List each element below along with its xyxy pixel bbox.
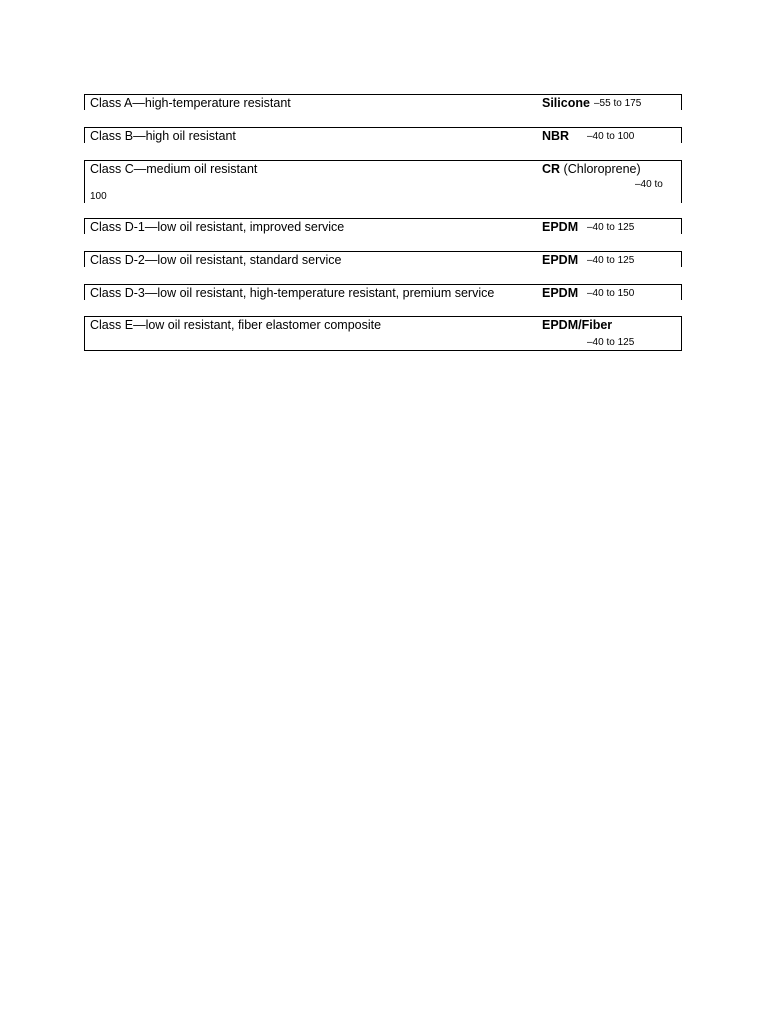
class-row-d3 (84, 284, 682, 300)
temperature-range: –40 to 100 (587, 131, 635, 142)
temperature-range-start: –40 to (635, 179, 663, 190)
material-name: NBR (542, 129, 570, 143)
material-name: EPDM/Fiber (542, 318, 613, 332)
temperature-range: –40 to 125 (587, 222, 635, 233)
class-row-d2 (84, 251, 682, 267)
class-row-c (84, 160, 682, 203)
class-label: Class B—high oil resistant (90, 129, 236, 143)
temperature-range: –40 to 150 (587, 288, 635, 299)
material-name: EPDM (542, 286, 579, 300)
temperature-range: –40 to 125 (587, 255, 635, 266)
class-label: Class D-1—low oil resistant, improved service (90, 220, 345, 234)
class-row-d1 (84, 218, 682, 234)
class-row-e (84, 316, 682, 351)
class-label: Class D-2—low oil resistant, standard service (90, 253, 342, 267)
material-name: EPDM (542, 253, 579, 267)
temperature-range: –40 to 125 (587, 337, 635, 348)
temperature-range-end: 100 (90, 191, 107, 202)
class-label: Class D-3—low oil resistant, high-temperature resistant, premium service (90, 286, 495, 300)
class-label: Class A—high-temperature resistant (90, 96, 291, 110)
material-note: (Chloroprene) (563, 162, 641, 176)
class-row-a (84, 94, 682, 110)
material-name (542, 162, 641, 176)
class-label: Class E—low oil resistant, fiber elastomer composite (90, 318, 382, 332)
material-name: Silicone (542, 96, 590, 110)
material-name: EPDM (542, 220, 579, 234)
class-label: Class C—medium oil resistant (90, 162, 258, 176)
class-row-b (84, 127, 682, 143)
material-code: CR (542, 162, 561, 176)
temperature-range: –55 to 175 (594, 98, 642, 109)
